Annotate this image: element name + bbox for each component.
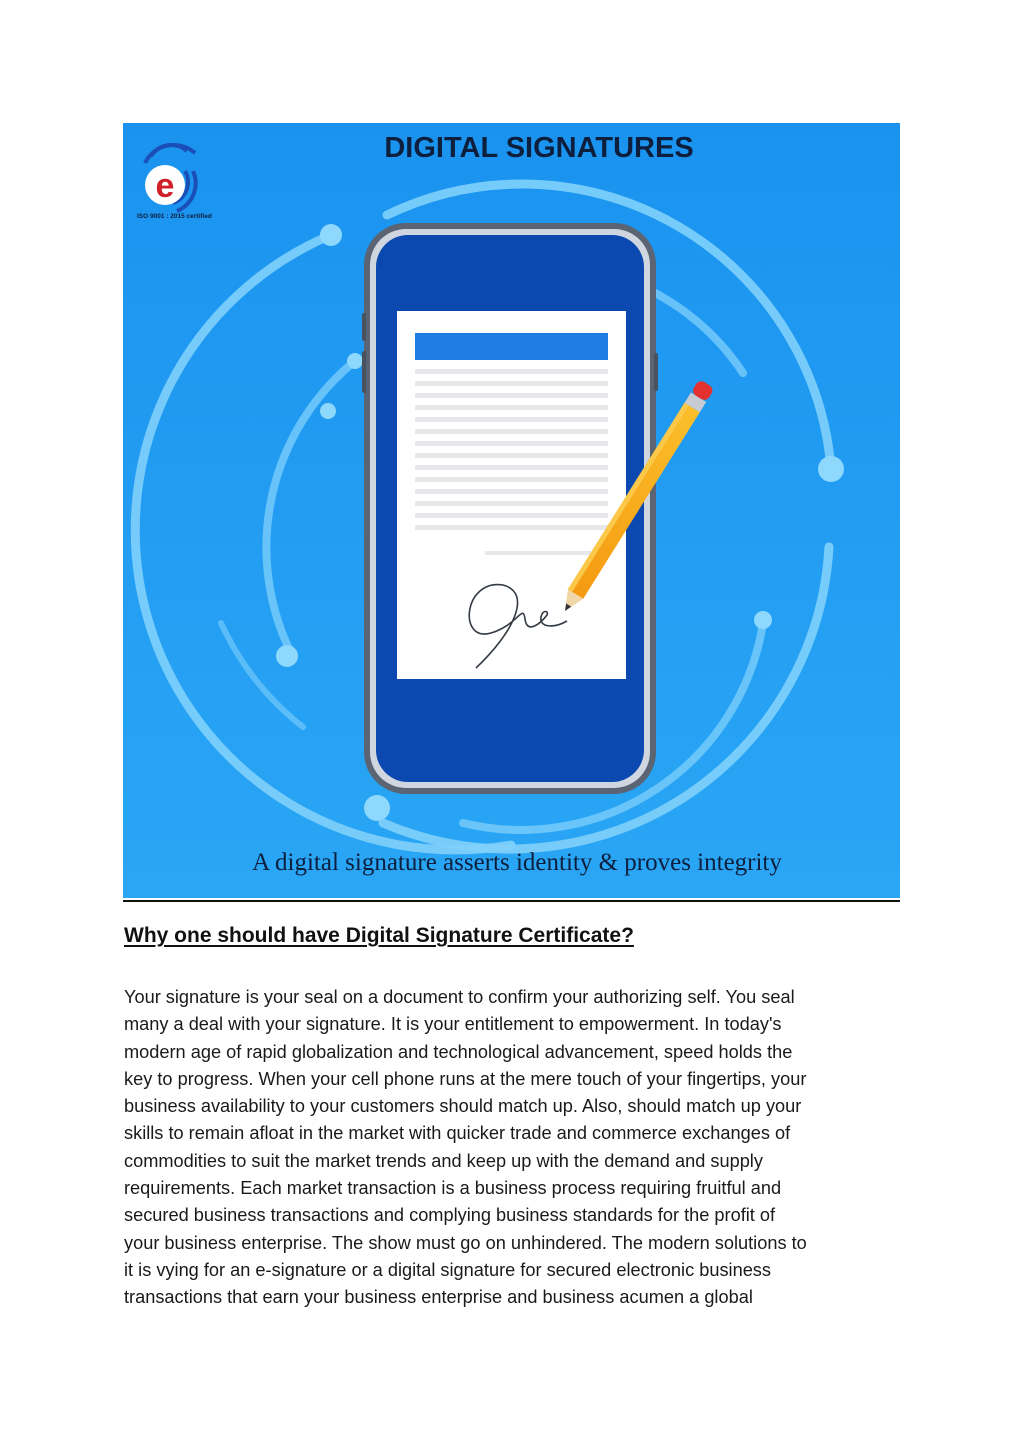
body-text-line: modern age of rapid globalization and technological advancement, speed holds the <box>124 1041 793 1062</box>
body-text-line: commodities to suit the market trends and keep up with the demand and supply <box>124 1150 763 1171</box>
smartphone-icon <box>362 223 658 794</box>
body-text-line: transactions that earn your business enterprise and business acumen a global <box>124 1287 753 1308</box>
body-text-line: requirements. Each market transaction is a business process requiring fruitful and <box>124 1178 782 1199</box>
logo-letter: e <box>155 167 175 205</box>
digital-signatures-banner <box>123 123 900 902</box>
body-text-line: many a deal with your signature. It is your entitlement to empowerment. In today's <box>124 1014 782 1035</box>
iso-certification-text: ISO 9001 : 2015 certified <box>137 213 212 220</box>
body-text-line: business availability to your customers should match up. Also, should match up your <box>124 1096 802 1117</box>
article-body <box>124 984 914 1312</box>
body-text-line: Your signature is your seal on a document to confirm your authorizing self. You seal <box>124 987 795 1007</box>
banner-tagline: A digital signature asserts identity & proves integrity <box>252 849 782 876</box>
body-text-line: skills to remain afloat in the market with quicker trade and commerce exchanges of <box>124 1123 791 1144</box>
article-heading: Why one should have Digital Signature Certificate? <box>124 924 634 947</box>
body-text-line: your business enterprise. The show must go on unhindered. The modern solutions to <box>124 1232 807 1253</box>
banner-illustration <box>123 123 900 898</box>
body-text-line: it is vying for an e-signature or a digital signature for secured electronic business <box>124 1259 771 1280</box>
body-text-line: secured business transactions and complying business standards for the profit of <box>124 1205 776 1226</box>
banner-title: DIGITAL SIGNATURES <box>384 132 694 164</box>
body-text-line: key to progress. When your cell phone runs at the mere touch of your fingertips, your <box>124 1068 807 1089</box>
